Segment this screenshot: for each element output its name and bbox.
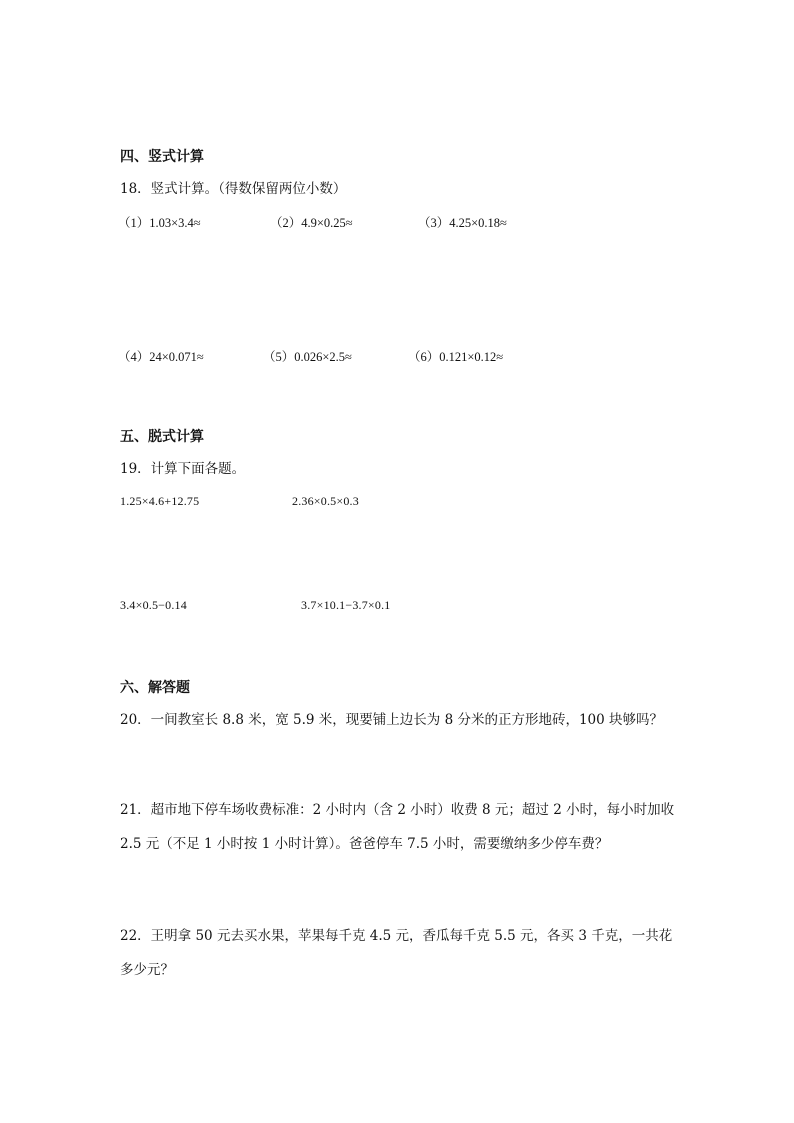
item-18-3: （3）4.25×0.18≈ [418,216,507,230]
section-heading-5: 五、脱式计算 [120,429,204,445]
section-heading-6: 六、解答题 [120,680,190,696]
question-19: 19．计算下面各题。 [120,461,246,477]
item-18-5: （5）0.026×2.5≈ [263,350,352,364]
expression-19-4: 3.7×10.1−3.7×0.1 [301,598,391,612]
question-22: 22．王明拿 50 元去买水果，苹果每千克 4.5 元，香瓜每千克 5.5 元，各买 3 千克，一共花多少元？ [120,928,673,978]
item-18-6: （6）0.121×0.12≈ [408,350,504,364]
expression-19-2: 2.36×0.5×0.3 [292,494,359,508]
question-18: 18．竖式计算。（得数保留两位小数） [120,181,347,197]
question-20: 20．一间教室长 8.8 米，宽 5.9 米，现要铺上边长为 8 分米的正方形地砖，100 块够吗？ [120,712,664,728]
question-21: 21．超市地下停车场收费标准：2 小时内（含 2 小时）收费 8 元；超过 2 小时，每小时加收 2.5 元（不足 1 小时按 1 小时计算）。爸爸停车 7.5 小时，需要缴纳多少停车费？ [120,802,675,852]
item-18-4: （4）24×0.071≈ [118,350,204,364]
section-heading-4: 四、竖式计算 [120,149,204,165]
item-18-1: （1）1.03×3.4≈ [118,216,201,230]
expression-19-1: 1.25×4.6+12.75 [120,494,200,508]
item-18-2: （2）4.9×0.25≈ [270,216,353,230]
expression-19-3: 3.4×0.5−0.14 [120,598,187,612]
